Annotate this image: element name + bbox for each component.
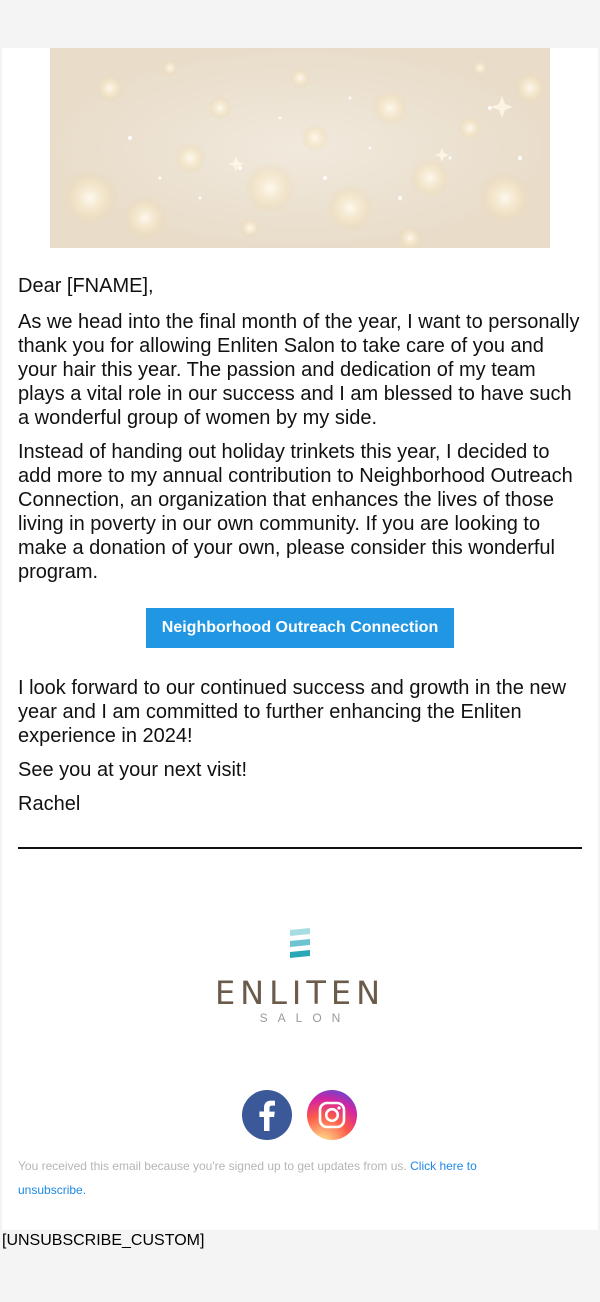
unsubscribe-custom-tag: [UNSUBSCRIBE_CUSTOM] <box>2 1232 205 1249</box>
signature: Rachel <box>18 793 81 815</box>
logo-wordmark: ENLITEN <box>214 974 386 1012</box>
email-card <box>2 48 598 1230</box>
hero-image <box>50 48 550 248</box>
unsubscribe-link[interactable]: Click here to unsubscribe. <box>18 1159 477 1197</box>
body-paragraph-1: As we head into the final month of the year, I want to personally thank you for allowing Enliten Salon to take care of you and your hair this year. The passion and dedication of my team plays a vital role in our success and I am blessed to have such a wonderful group of women by my side. <box>18 311 580 429</box>
footer-note <box>18 1154 538 1202</box>
greeting: Dear [FNAME], <box>18 275 154 297</box>
bokeh-sparkles <box>50 48 550 248</box>
logo-mark-icon <box>288 928 312 962</box>
divider <box>18 847 582 849</box>
donation-cta-button[interactable]: Neighborhood Outreach Connection <box>146 608 454 648</box>
enliten-logo <box>200 878 400 1068</box>
facebook-icon[interactable] <box>242 1090 292 1140</box>
body-paragraph-2: Instead of handing out holiday trinkets this year, I decided to add more to my annual contribution to Neighborhood Outreach Connection, an organization that enhances the lives of those living in poverty in our own community. If you are looking to make a donation of your own, please consider this wonderful program. <box>18 441 573 583</box>
instagram-icon[interactable] <box>307 1090 357 1140</box>
closing-paragraph-1: I look forward to our continued success and growth in the new year and I am committed to further enhancing the Enliten experience in 2024! <box>18 677 567 747</box>
closing-paragraph-2: See you at your next visit! <box>18 759 248 781</box>
footer-note-text: You received this email because you're signed up to get updates from us. <box>18 1159 407 1173</box>
logo-subtitle: SALON <box>259 1011 351 1025</box>
